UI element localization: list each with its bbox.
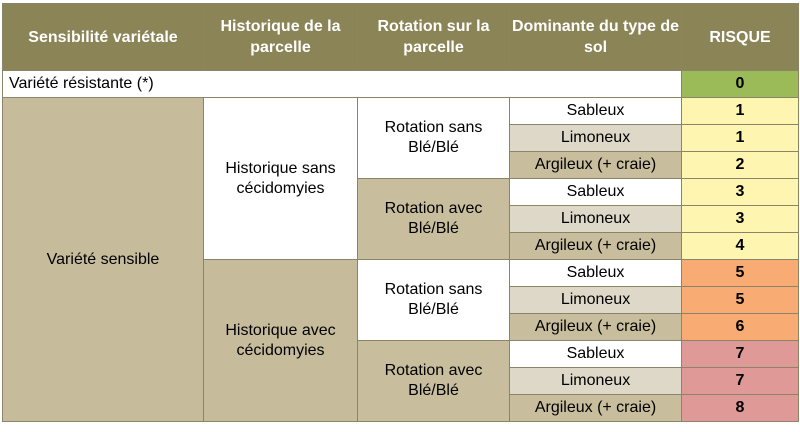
- sol-label: Limoneux: [510, 287, 682, 314]
- sol-label: Sableux: [510, 98, 682, 125]
- sol-label: Limoneux: [510, 368, 682, 395]
- table-row-resistant: [3, 71, 799, 98]
- risk-value: 8: [682, 395, 799, 422]
- sol-label: Argileux (+ craie): [510, 152, 682, 179]
- rotation-label: Rotation avec Blé/Blé: [358, 179, 510, 260]
- risk-value: 1: [682, 125, 799, 152]
- historique-label: Historique sans cécidomyies: [204, 98, 358, 260]
- sol-label: Limoneux: [510, 125, 682, 152]
- table-row: [3, 98, 799, 125]
- risk-value: 1: [682, 98, 799, 125]
- risk-value: 5: [682, 260, 799, 287]
- risk-value: 7: [682, 368, 799, 395]
- header-rotation: Rotation sur la parcelle: [358, 4, 510, 71]
- risk-value: 0: [682, 71, 799, 98]
- historique-label: Historique avec cécidomyies: [204, 260, 358, 422]
- risk-value: 6: [682, 314, 799, 341]
- sol-label: Sableux: [510, 260, 682, 287]
- sensible-label: Variété sensible: [3, 98, 204, 422]
- rotation-label: Rotation sans Blé/Blé: [358, 98, 510, 179]
- header-historique: Historique de la parcelle: [204, 4, 358, 71]
- risk-value: 7: [682, 341, 799, 368]
- header-sensibilite: Sensibilité variétale: [3, 4, 204, 71]
- sol-label: Sableux: [510, 341, 682, 368]
- risk-value: 2: [682, 152, 799, 179]
- header-sol: Dominante du type de sol: [510, 4, 682, 71]
- sol-label: Argileux (+ craie): [510, 395, 682, 422]
- sol-label: Argileux (+ craie): [510, 314, 682, 341]
- header-row: [3, 4, 799, 71]
- risk-table: [2, 3, 799, 422]
- sol-label: Limoneux: [510, 206, 682, 233]
- risk-value: 5: [682, 287, 799, 314]
- header-risque: RISQUE: [682, 4, 799, 71]
- sol-label: Argileux (+ craie): [510, 233, 682, 260]
- rotation-label: Rotation avec Blé/Blé: [358, 341, 510, 422]
- risk-value: 3: [682, 206, 799, 233]
- rotation-label: Rotation sans Blé/Blé: [358, 260, 510, 341]
- sol-label: Sableux: [510, 179, 682, 206]
- resistant-label: Variété résistante (*): [3, 71, 682, 98]
- risk-value: 4: [682, 233, 799, 260]
- risk-value: 3: [682, 179, 799, 206]
